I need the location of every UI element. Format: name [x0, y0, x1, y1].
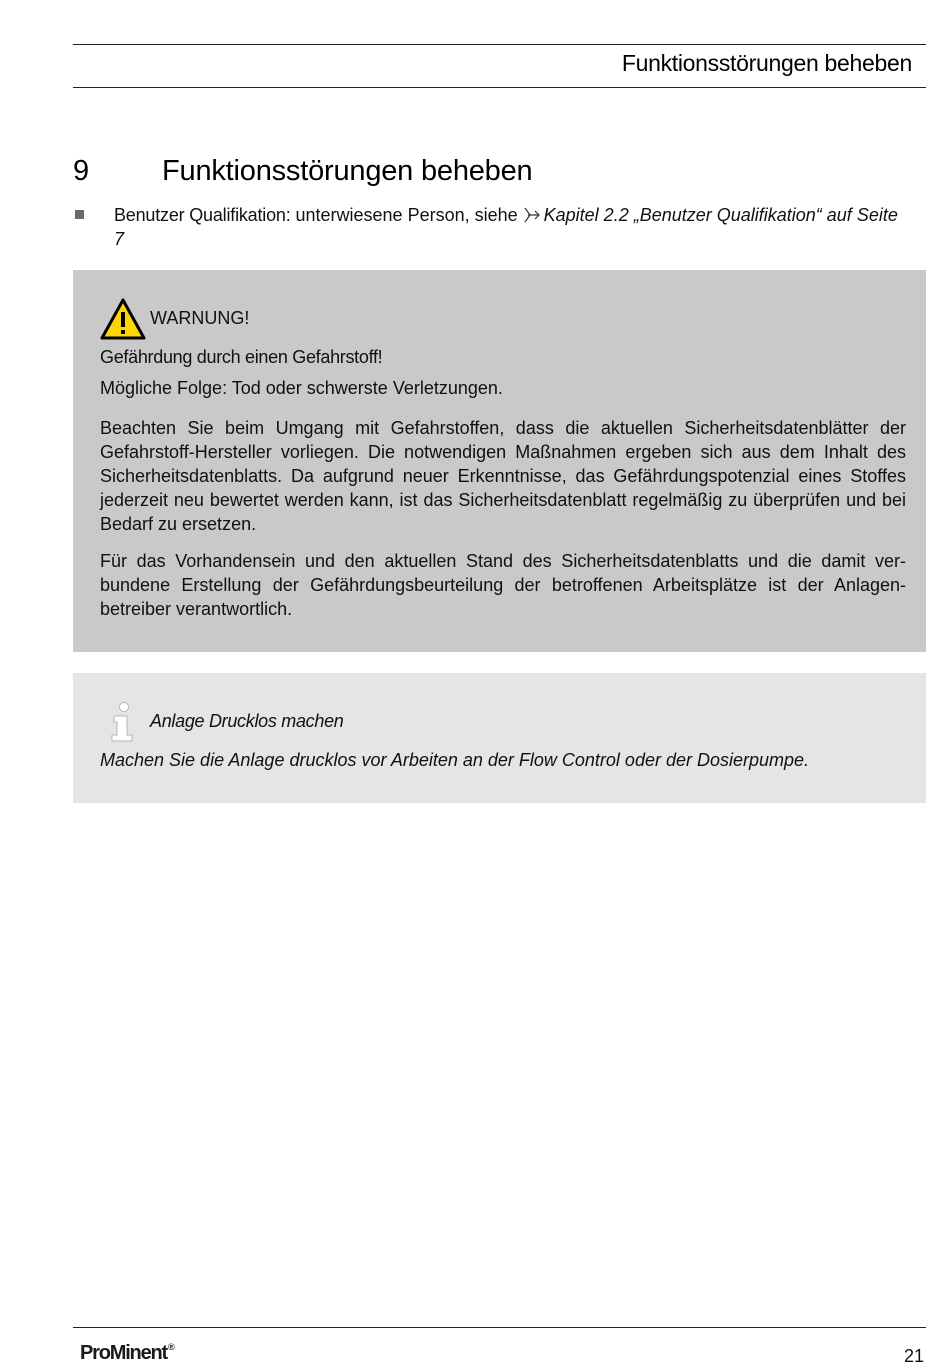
footer-rule: [73, 1327, 926, 1328]
info-title: Anlage Drucklos machen: [150, 711, 344, 731]
qualification-label: Benutzer Qualifikation:: [114, 205, 291, 225]
info-text: Machen Sie die Anlage drucklos vor Arbeiten an der Flow Control oder der Dosierpumpe.: [100, 750, 810, 770]
info-icon: [109, 701, 135, 743]
qualification-text: [114, 203, 904, 251]
prominent-logo: [80, 1342, 175, 1365]
chapter-title: Funktionsstörungen beheben: [162, 155, 533, 187]
header-top-rule: [73, 44, 926, 45]
warning-paragraph: Beachten Sie beim Umgang mit Gefahrstoffen, dass die aktuellen Sicherheitsdatenblätter der Gefahrstoff-Hersteller vorliegen. Die notwendigen Maßnahmen ergeben sich aus dem Inhalt des Sicherheitsdatenblatts. Da aufgrund neuer Erkenntnisse, das Gefährdungspotenzial eines Stoffes jederzeit neu bewertet werden kann, ist das Sicherheitsdatenblatt regelmäßig zu überprüfen und bei Bedarf zu ersetzen.: [100, 418, 906, 534]
reference-arrow-icon: [523, 207, 541, 223]
info-box: [73, 673, 926, 803]
warning-triangle-icon: [100, 298, 146, 340]
qualification-link-text: Kapitel 2.2 „Benutzer Qualifikation“ auf Seite 7: [114, 205, 898, 249]
trademark-symbol: ®: [167, 1342, 175, 1352]
page-number: 21: [903, 1346, 924, 1366]
warning-signal-word: WARNUNG!: [150, 308, 250, 328]
warning-hazard: Gefährdung durch einen Gefahrstoff!: [100, 347, 383, 367]
header-bottom-rule: [73, 87, 926, 88]
brand-name: ProMinent: [80, 1342, 167, 1364]
warning-box: [73, 270, 926, 652]
chapter-number: 9: [73, 155, 90, 187]
running-title: Funktionsstörungen beheben: [621, 50, 912, 76]
warning-paragraph: Für das Vorhandensein und den aktuellen Stand des Sicherheitsdatenblatts und die damit verbundene Erstellung der Gefährdungsbeurteilung der betroffenen Arbeitsplätze ist der Anlagenbetreiber verantwortlich.: [100, 551, 906, 619]
qualification-value: unterwiesene Person, siehe: [290, 205, 523, 225]
square-bullet-icon: [75, 210, 84, 219]
warning-consequence: Mögliche Folge: Tod oder schwerste Verletzungen.: [100, 378, 503, 398]
